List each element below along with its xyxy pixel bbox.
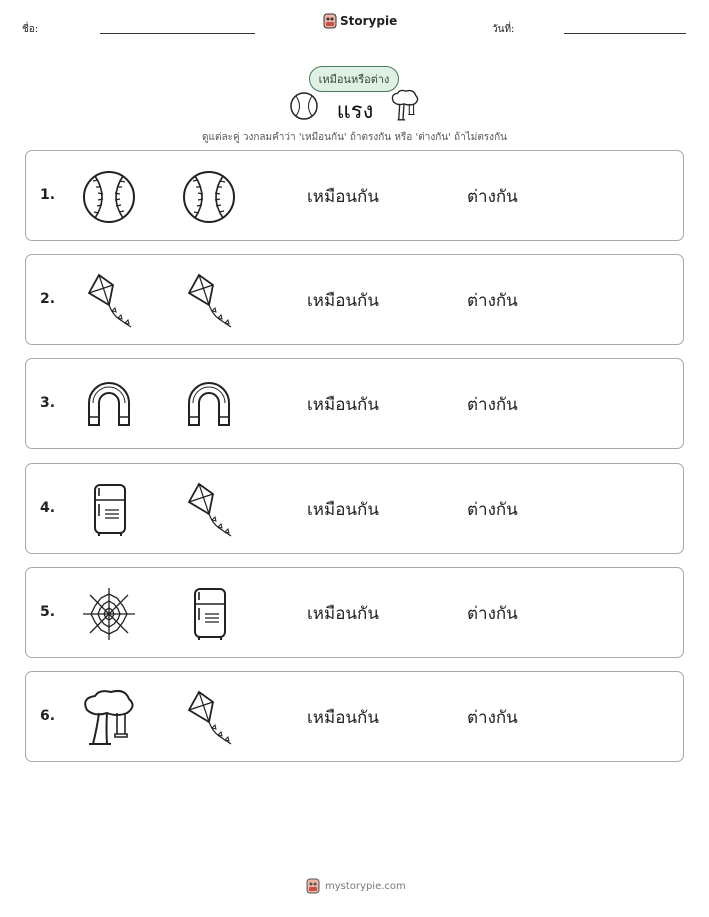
storypie-mascot-icon xyxy=(306,878,320,894)
kite-icon xyxy=(179,271,239,331)
question-number: 4. xyxy=(40,500,56,516)
date-line[interactable] xyxy=(564,33,686,34)
question-row-1 xyxy=(25,150,684,241)
option-different[interactable]: ต่างกัน xyxy=(467,500,518,520)
horseshoe-magnet-icon xyxy=(79,375,139,435)
refrigerator-icon xyxy=(179,584,239,644)
option-same[interactable]: เหมือนกัน xyxy=(307,291,379,311)
name-label: ชื่อ: xyxy=(22,24,39,35)
baseball-icon xyxy=(179,167,239,227)
instructions: ดูแต่ละคู่ วงกลมคำว่า 'เหมือนกัน' ถ้าตรงกัน หรือ 'ต่างกัน' ถ้าไม่ตรงกัน xyxy=(202,132,507,143)
kite-icon xyxy=(79,271,139,331)
storypie-logo xyxy=(323,13,397,29)
option-different[interactable]: ต่างกัน xyxy=(467,604,518,624)
baseball-icon xyxy=(289,91,319,121)
refrigerator-icon xyxy=(79,480,139,540)
tree-swing-icon xyxy=(79,688,139,748)
kite-icon xyxy=(179,688,239,748)
option-different[interactable]: ต่างกัน xyxy=(467,187,518,207)
question-row-6 xyxy=(25,671,684,762)
option-same[interactable]: เหมือนกัน xyxy=(307,395,379,415)
footer-url[interactable]: mystorypie.com xyxy=(325,880,406,892)
brand-name: Storypie xyxy=(340,14,398,28)
kite-icon xyxy=(179,480,239,540)
date-label: วันที่: xyxy=(492,24,515,35)
question-row-3 xyxy=(25,358,684,449)
horseshoe-magnet-icon xyxy=(179,375,239,435)
footer xyxy=(306,878,406,894)
storypie-mascot-icon xyxy=(323,13,337,29)
baseball-icon xyxy=(79,167,139,227)
question-row-5 xyxy=(25,567,684,658)
option-same[interactable]: เหมือนกัน xyxy=(307,187,379,207)
question-number: 6. xyxy=(40,708,56,724)
option-different[interactable]: ต่างกัน xyxy=(467,291,518,311)
question-row-4 xyxy=(25,463,684,554)
tree-swing-icon xyxy=(388,89,420,123)
option-same[interactable]: เหมือนกัน xyxy=(307,604,379,624)
option-same[interactable]: เหมือนกัน xyxy=(307,708,379,728)
question-number: 5. xyxy=(40,604,56,620)
spider-web-icon xyxy=(79,584,139,644)
page-title: แรง xyxy=(336,99,374,124)
option-same[interactable]: เหมือนกัน xyxy=(307,500,379,520)
question-row-2 xyxy=(25,254,684,345)
worksheet-type-badge: เหมือนหรือต่าง xyxy=(309,66,399,92)
option-different[interactable]: ต่างกัน xyxy=(467,708,518,728)
option-different[interactable]: ต่างกัน xyxy=(467,395,518,415)
question-number: 2. xyxy=(40,291,56,307)
question-number: 3. xyxy=(40,395,56,411)
question-number: 1. xyxy=(40,187,56,203)
name-line[interactable] xyxy=(100,33,255,34)
